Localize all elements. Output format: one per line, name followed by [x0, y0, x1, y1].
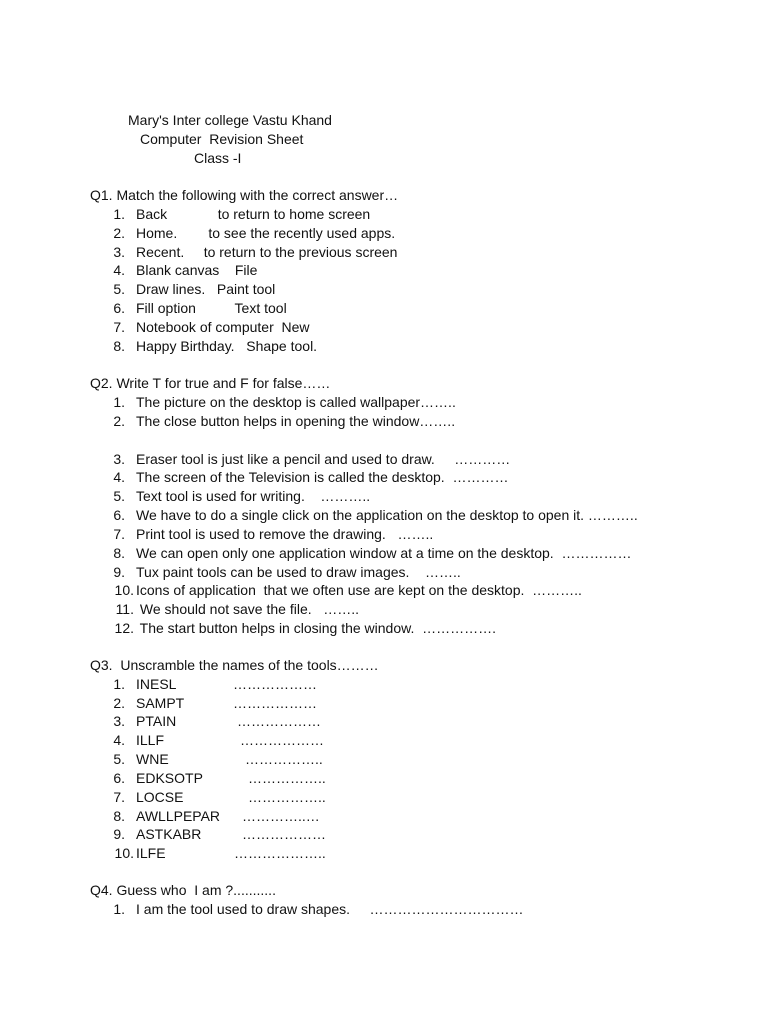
q1-heading: Q1. Match the following with the correct answer… [90, 187, 399, 203]
list-number: 6. [113, 770, 125, 786]
list-item: Home. to see the recently used apps. [136, 225, 396, 241]
list-number: 8. [113, 338, 125, 354]
list-item: Tux paint tools can be used to draw images. …….. [136, 564, 461, 580]
answer-blank: …………….. [245, 751, 323, 767]
list-item: We have to do a single click on the application on the desktop to open it. ……….. [136, 507, 638, 523]
list-number: 5. [113, 751, 125, 767]
list-number: 3. [113, 451, 125, 467]
list-item: The picture on the desktop is called wallpaper…….. [136, 394, 456, 410]
list-number: 3. [113, 713, 125, 729]
list-item: Print tool is used to remove the drawing. …….. [136, 526, 434, 542]
list-number: 7. [113, 526, 125, 542]
answer-blank: …………….. [248, 770, 326, 786]
list-number: 4. [113, 262, 125, 278]
q2-heading: Q2. Write T for true and F for false…… [90, 375, 331, 391]
list-number: 9. [113, 564, 125, 580]
scrambled-word: LOCSE [136, 789, 184, 805]
answer-blank: ……………… [242, 826, 326, 842]
list-number: 1. [113, 676, 125, 692]
answer-blank: ……………… [233, 676, 317, 692]
answer-blank: ……………… [237, 713, 321, 729]
answer-blank: ……………….. [234, 845, 326, 861]
list-number: 2. [113, 413, 125, 429]
list-number: 6. [113, 300, 125, 316]
list-item: Back to return to home screen [136, 206, 371, 222]
answer-blank: …………..… [242, 808, 320, 824]
scrambled-word: WNE [136, 751, 169, 767]
list-item: Text tool is used for writing. ……….. [136, 488, 371, 504]
q3-heading: Q3. Unscramble the names of the tools……… [90, 657, 379, 673]
list-item: Eraser tool is just like a pencil and used to draw. ………… [136, 451, 511, 467]
list-number: 6. [113, 507, 125, 523]
list-item: The screen of the Television is called the desktop. ………… [136, 469, 509, 485]
list-item: Notebook of computer New [136, 319, 310, 335]
scrambled-word: EDKSOTP [136, 770, 203, 786]
list-number: 7. [113, 319, 125, 335]
list-item: We can open only one application window at a time on the desktop. …………… [136, 545, 632, 561]
list-item: Blank canvas File [136, 262, 258, 278]
list-number: 3. [113, 244, 125, 260]
list-item: Recent. to return to the previous screen [136, 244, 398, 260]
list-item: Fill option Text tool [136, 300, 287, 316]
q4-heading: Q4. Guess who I am ?........... [90, 882, 276, 898]
answer-blank: ……………… [233, 695, 317, 711]
list-number: 2. [113, 695, 125, 711]
class-label: Class -I [194, 150, 242, 166]
answer-blank: ……………… [240, 732, 324, 748]
scrambled-word: ASTKABR [136, 826, 202, 842]
scrambled-word: PTAIN [136, 713, 177, 729]
scrambled-word: SAMPT [136, 695, 185, 711]
list-item: We should not save the file. …….. [136, 601, 360, 617]
list-number: 10. [114, 582, 134, 598]
list-number: 1. [113, 394, 125, 410]
list-item: The start button helps in closing the window. ……………. [136, 620, 497, 636]
scrambled-word: AWLLPEPAR [136, 808, 221, 824]
list-number: 8. [113, 808, 125, 824]
list-number: 5. [113, 281, 125, 297]
list-number: 8. [113, 545, 125, 561]
list-number: 5. [113, 488, 125, 504]
list-number: 10. [114, 845, 134, 861]
list-number: 4. [113, 469, 125, 485]
list-number: 1. [113, 901, 125, 917]
school-name: Mary's Inter college Vastu Khand [128, 112, 332, 128]
list-item: The close button helps in opening the window…….. [136, 413, 456, 429]
list-number: 4. [113, 732, 125, 748]
list-item: Draw lines. Paint tool [136, 281, 276, 297]
scrambled-word: ILFE [136, 845, 166, 861]
scrambled-word: ILLF [136, 732, 165, 748]
list-item: Happy Birthday. Shape tool. [136, 338, 318, 354]
list-number: 2. [113, 225, 125, 241]
answer-blank: …………….. [248, 789, 326, 805]
list-number: 1. [113, 206, 125, 222]
list-number: 12. [114, 620, 134, 636]
scrambled-word: INESL [136, 676, 177, 692]
list-number: 11. [115, 601, 134, 617]
list-number: 7. [113, 789, 125, 805]
list-item: I am the tool used to draw shapes. …………………………… [136, 901, 524, 917]
sheet-title: Computer Revision Sheet [140, 131, 304, 147]
list-item: Icons of application that we often use are kept on the desktop. ……….. [136, 582, 582, 598]
list-number: 9. [113, 826, 125, 842]
